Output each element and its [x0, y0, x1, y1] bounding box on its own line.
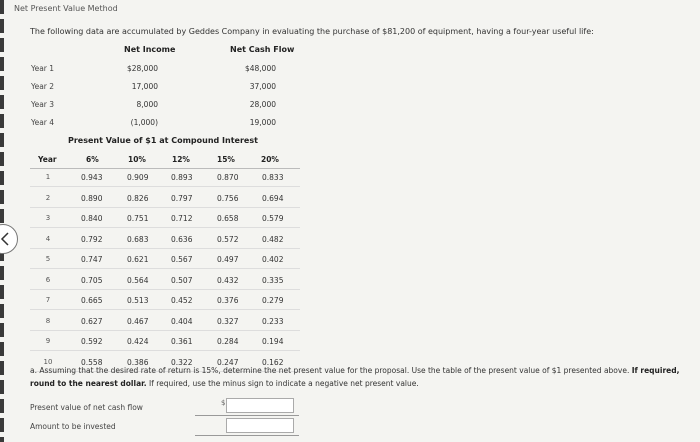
chevron-left-icon: [0, 232, 10, 246]
pv-value-cell: 0.335: [262, 276, 284, 285]
pv-value-cell: 0.194: [262, 337, 284, 346]
pv-row-divider: [30, 268, 300, 269]
pv-value-cell: 0.943: [81, 173, 103, 182]
pv-year-cell: 3: [45, 214, 51, 222]
pv-value-cell: 0.322: [171, 358, 193, 367]
income-row-label: Year 4: [31, 118, 55, 127]
divider: [195, 435, 299, 436]
pv-value-cell: 0.756: [217, 194, 239, 203]
pv-value-cell: 0.658: [217, 214, 239, 223]
net-cash-flow-header: Net Cash Flow: [230, 45, 295, 54]
dollar-sign: $: [221, 399, 226, 407]
pv-year-cell: 9: [45, 337, 51, 345]
net-cash-flow-value: 28,000: [249, 100, 276, 109]
pv-value-cell: 0.361: [171, 337, 193, 346]
pv-value-cell: 0.636: [171, 235, 193, 244]
pv-value-cell: 0.890: [81, 194, 103, 203]
pv-row-divider: [30, 186, 300, 187]
pv-row-divider: [30, 330, 300, 331]
pv-header-6: 6%: [86, 155, 99, 164]
pv-year-cell: 5: [45, 255, 51, 263]
pv-year-cell: 10: [43, 358, 53, 366]
net-income-value: (1,000): [130, 118, 158, 127]
pv-value-cell: 0.792: [81, 235, 103, 244]
question-text: [30, 364, 680, 390]
divider: [195, 415, 299, 416]
pv-row-divider: [30, 207, 300, 208]
pv-value-cell: 0.162: [262, 358, 284, 367]
pv-year-cell: 1: [45, 173, 51, 181]
pv-value-cell: 0.592: [81, 337, 103, 346]
pv-row-divider: [30, 248, 300, 249]
pv-value-cell: 0.705: [81, 276, 103, 285]
pv-value-cell: 0.432: [217, 276, 239, 285]
pv-value-cell: 0.247: [217, 358, 239, 367]
pv-value-cell: 0.747: [81, 255, 103, 264]
pv-header-10: 10%: [128, 155, 146, 164]
pv-value-cell: 0.567: [171, 255, 193, 264]
pv-year-cell: 7: [45, 296, 51, 304]
net-cash-flow-value: 37,000: [249, 82, 276, 91]
intro-text: The following data are accumulated by Geddes Company in evaluating the purchase of $81,200 of equipment, having a four-year useful life:: [30, 27, 594, 36]
pv-value-cell: 0.558: [81, 358, 103, 367]
amount-invested-input[interactable]: [226, 418, 294, 433]
net-cash-flow-value: $48,000: [244, 64, 276, 73]
pv-year-cell: 8: [45, 317, 51, 325]
pv-value-cell: 0.797: [171, 194, 193, 203]
pv-net-cash-flow-input[interactable]: [226, 398, 294, 413]
pv-value-cell: 0.579: [262, 214, 284, 223]
pv-value-cell: 0.826: [127, 194, 149, 203]
pv-row-divider: [30, 309, 300, 310]
pv-value-cell: 0.404: [171, 317, 193, 326]
pv-value-cell: 0.233: [262, 317, 284, 326]
income-row-label: Year 2: [31, 82, 55, 91]
pv-value-cell: 0.424: [127, 337, 149, 346]
pv-value-cell: 0.621: [127, 255, 149, 264]
pv-value-cell: 0.402: [262, 255, 284, 264]
pv-header-20: 20%: [261, 155, 279, 164]
pv-value-cell: 0.482: [262, 235, 284, 244]
pv-year-cell: 2: [45, 194, 51, 202]
page-title: Net Present Value Method: [14, 4, 118, 13]
pv-value-cell: 0.564: [127, 276, 149, 285]
question-part-a: a. Assuming that the desired rate of return is 15%, determine the net present value for the proposal. Use the table of the present value of $1 presented above.: [30, 366, 630, 375]
pv-value-cell: 0.751: [127, 214, 149, 223]
pv-value-cell: 0.452: [171, 296, 193, 305]
net-income-header: Net Income: [124, 45, 176, 54]
pv-value-cell: 0.572: [217, 235, 239, 244]
pv-value-cell: 0.833: [262, 173, 284, 182]
pv-value-cell: 0.893: [171, 173, 193, 182]
pv-header-15: 15%: [217, 155, 235, 164]
pv-value-cell: 0.376: [217, 296, 239, 305]
pv-value-cell: 0.513: [127, 296, 149, 305]
net-income-value: 17,000: [131, 82, 158, 91]
pv-value-cell: 0.467: [127, 317, 149, 326]
pv-value-cell: 0.386: [127, 358, 149, 367]
income-row-label: Year 1: [31, 64, 55, 73]
pv-header-year: Year: [38, 155, 57, 164]
pv-value-cell: 0.840: [81, 214, 103, 223]
pv-table-header: [30, 148, 300, 169]
income-row-label: Year 3: [31, 100, 55, 109]
pv-value-cell: 0.712: [171, 214, 193, 223]
pv-value-cell: 0.870: [217, 173, 239, 182]
pv-value-cell: 0.665: [81, 296, 103, 305]
pv-value-cell: 0.507: [171, 276, 193, 285]
pv-value-cell: 0.683: [127, 235, 149, 244]
pv-year-cell: 4: [45, 235, 51, 243]
question-instruction-tail: If required, use the minus sign to indicate a negative net present value.: [149, 379, 419, 388]
left-edge-bar: [0, 0, 4, 442]
net-cash-flow-value: 19,000: [249, 118, 276, 127]
pv-value-cell: 0.627: [81, 317, 103, 326]
pv-row-divider: [30, 227, 300, 228]
pv-value-cell: 0.284: [217, 337, 239, 346]
pv-header-12: 12%: [172, 155, 190, 164]
pv-year-cell: 6: [45, 276, 51, 284]
pv-value-cell: 0.694: [262, 194, 284, 203]
pv-value-cell: 0.909: [127, 173, 149, 182]
pv-table-title: Present Value of $1 at Compound Interest: [68, 136, 258, 145]
amount-invested-label: Amount to be invested: [30, 422, 116, 431]
net-income-value: $28,000: [126, 64, 158, 73]
back-button[interactable]: [0, 224, 18, 254]
pv-value-cell: 0.327: [217, 317, 239, 326]
pv-value-cell: 0.497: [217, 255, 239, 264]
pv-net-cash-flow-label: Present value of net cash flow: [30, 403, 143, 412]
net-income-value: 8,000: [136, 100, 158, 109]
pv-value-cell: 0.279: [262, 296, 284, 305]
pv-row-divider: [30, 350, 300, 351]
pv-row-divider: [30, 289, 300, 290]
question-instruction-bold: If required, round to the nearest dollar.: [30, 366, 680, 388]
